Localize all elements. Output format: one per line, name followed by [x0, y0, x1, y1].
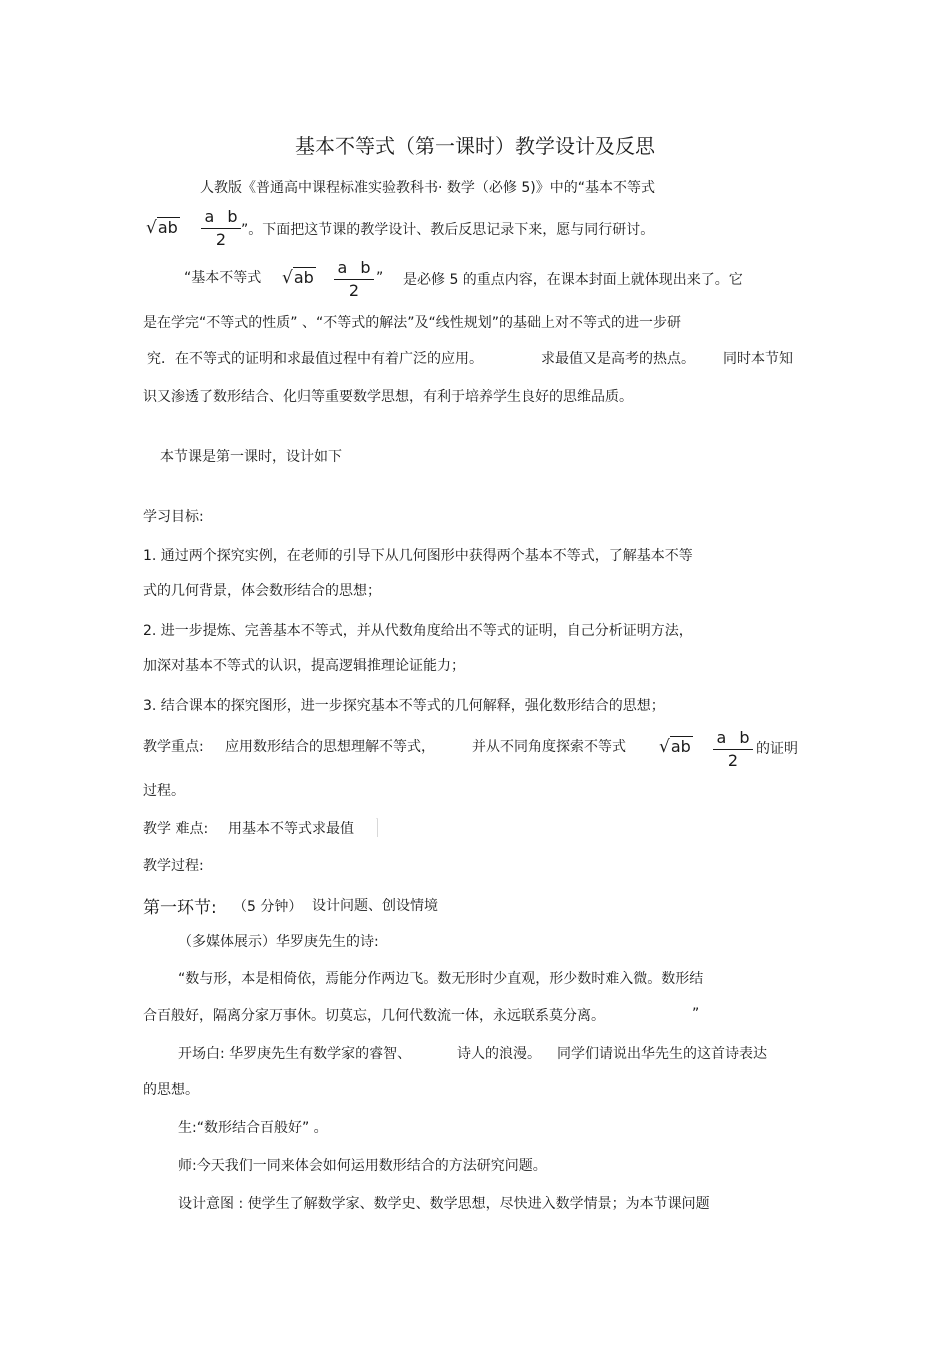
design-intent: 设计意图 : 使学生了解数学家、数学史、数学思想，尽快进入数学情景；为本节课问题 [178, 1196, 710, 1212]
opening-line-1a: 开场白: 华罗庚先生有数学家的睿智、 [178, 1046, 412, 1062]
opening-line-2: 的思想。 [143, 1082, 199, 1098]
opening-line-1b: 诗人的浪漫。 [457, 1046, 541, 1062]
sqrt-ab-1 [146, 218, 180, 238]
key-point-text-a: 应用数形结合的思想理解不等式， [225, 739, 435, 755]
intro-line-5c: 同时本节知 [723, 351, 793, 367]
difficulty-label: 教学 难点: [143, 821, 209, 837]
intro-line-5b: 求最值又是高考的热点。 [541, 351, 695, 367]
poem-line-2: 合百般好，隔离分家万事休。切莫忘，几何代数流一体，永远联系莫分离。 [143, 1008, 605, 1024]
process-title: 教学过程: [143, 858, 204, 874]
radical-sign-icon: √ [146, 218, 157, 238]
fraction-bar [713, 749, 753, 750]
key-point-text-b: 并从不同角度探索不等式 [472, 739, 626, 755]
goal-2-line-2: 加深对基本不等式的认识，提高逻辑推理论证能力； [143, 658, 465, 674]
poem-line-1: “数与形，本是相倚依，焉能分作两边飞。数无形时少直观，形少数时难入微。数形结 [178, 971, 704, 987]
fraction-numerator: a b [204, 207, 238, 226]
radicand: ab [293, 268, 314, 287]
document-title: 基本不等式（第一课时）教学设计及反思 [295, 134, 655, 158]
key-point-tail: 的证明 [756, 741, 798, 757]
sqrt-ab-3 [659, 737, 693, 757]
teacher-line: 师:今天我们一同来体会如何运用数形结合的方法研究问题。 [178, 1158, 547, 1174]
section-1-time: （5 分钟） [233, 899, 303, 915]
intro-line-1: 人教版《普通高中课程标准实验教科书· 数学（必修 5)》中的“基本不等式 [200, 180, 655, 196]
intro-line-3-tail: 是必修 5 的重点内容，在课本封面上就体现出来了。它 [403, 272, 743, 288]
table-cell-border [376, 818, 378, 837]
fraction-bar [334, 279, 374, 280]
radicand: ab [157, 218, 178, 237]
section-1-topic: 设计问题、创设情境 [312, 898, 438, 914]
intro-line-5a: 究．在不等式的证明和求最值过程中有着广泛的应用。 [147, 351, 483, 367]
intro-line-4: 是在学完“不等式的性质” 、“不等式的解法”及“线性规划”的基础上对不等式的进一步研 [143, 315, 681, 331]
fraction-denominator: 2 [348, 281, 360, 300]
key-point-line-2: 过程。 [143, 783, 185, 799]
goals-title: 学习目标: [143, 509, 204, 525]
media-note: （多媒体展示）华罗庚先生的诗: [178, 934, 379, 950]
intro-line-3-quote: ” [376, 270, 384, 286]
opening-line-1c: 同学们请说出华先生的这首诗表达 [557, 1046, 767, 1062]
intro-line-6: 识又渗透了数形结合、化归等重要数学思想，有利于培养学生良好的思维品质。 [143, 389, 633, 405]
fraction-1 [201, 207, 241, 250]
fraction-numerator: a b [337, 258, 371, 277]
fraction-2 [334, 258, 374, 301]
goal-1-line-1: 1. 通过两个探究实例，在老师的引导下从几何图形中获得两个基本不等式，了解基本不等 [143, 548, 693, 564]
fraction-bar [201, 228, 241, 229]
radical-sign-icon: √ [282, 268, 293, 288]
intro-line-3-head: “基本不等式 [184, 270, 262, 286]
fraction-denominator: 2 [215, 230, 227, 249]
student-reply: 生:“数形结合百般好” 。 [178, 1120, 328, 1136]
goal-2-line-1: 2. 进一步提炼、完善基本不等式，并从代数角度给出不等式的证明，自己分析证明方法， [143, 623, 693, 639]
fraction-denominator: 2 [727, 751, 739, 770]
intro-line-2: ”。下面把这节课的教学设计、教后反思记录下来，愿与同行研讨。 [241, 222, 655, 238]
radicand: ab [670, 737, 691, 756]
poem-end-quote: ” [692, 1006, 700, 1022]
sqrt-ab-2 [282, 268, 316, 288]
goal-1-line-2: 式的几何背景，体会数形结合的思想； [143, 583, 381, 599]
difficulty-text: 用基本不等式求最值 [228, 821, 354, 837]
key-point-label: 教学重点: [143, 739, 204, 755]
goal-3: 3. 结合课本的探究图形，进一步探究基本不等式的几何解释，强化数形结合的思想； [143, 698, 665, 714]
design-intro: 本节课是第一课时，设计如下 [160, 449, 342, 465]
section-1-label: 第一环节: [143, 898, 217, 918]
fraction-numerator: a b [716, 728, 750, 747]
radical-sign-icon: √ [659, 737, 670, 757]
fraction-3 [713, 728, 753, 771]
